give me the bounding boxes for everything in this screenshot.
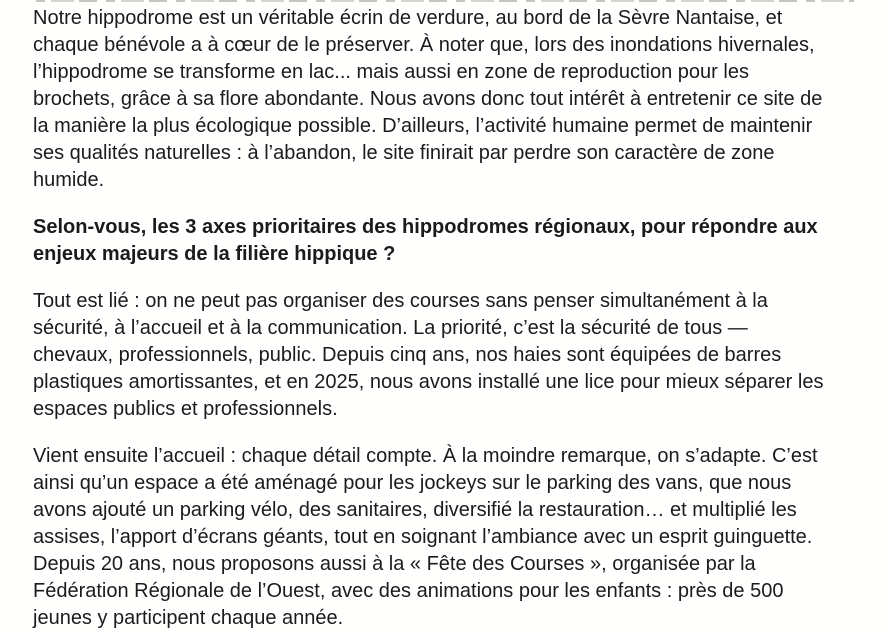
text-line: brochets, grâce à sa flore abondante. Nous avons donc tout intérêt à entretenir ce site de	[33, 88, 823, 110]
text-line: plastiques amortissantes, et en 2025, nous avons installé une lice pour mieux séparer les	[33, 371, 824, 393]
text-line: espaces publics et professionnels.	[33, 398, 338, 420]
paragraph-hippodrome-nature	[33, 5, 864, 194]
text-line: Fédération Régionale de l’Ouest, avec des animations pour les enfants : près de 500	[33, 580, 784, 602]
text-line: l’hippodrome se transforme en lac... mais aussi en zone de reproduction pour les	[33, 61, 749, 83]
text-line: jeunes y participent chaque année.	[33, 607, 344, 629]
paragraph-accueil	[33, 443, 864, 632]
text-line: humide.	[33, 169, 105, 191]
text-line: avons ajouté un parking vélo, des sanitaires, diversifié la restauration… et multiplié les	[33, 499, 797, 521]
text-line: ses qualités naturelles : à l’abandon, le site finirait par perdre son caractère de zone	[33, 142, 775, 164]
text-line: assises, l’apport d’écrans géants, tout en soignant l’ambiance avec un esprit guinguette.	[33, 526, 813, 548]
question-heading	[33, 214, 864, 268]
text-line: Selon-vous, les 3 axes prioritaires des hippodromes régionaux, pour répondre aux	[33, 216, 818, 238]
text-line: enjeux majeurs de la filière hippique ?	[33, 243, 396, 265]
clipped-text-artifact	[36, 0, 854, 2]
paragraph-securite	[33, 288, 864, 423]
text-line: la manière la plus écologique possible. D’ailleurs, l’activité humaine permet de maintenir	[33, 115, 813, 137]
text-line: Vient ensuite l’accueil : chaque détail compte. À la moindre remarque, on s’adapte. C’est	[33, 445, 818, 467]
text-line: Notre hippodrome est un véritable écrin de verdure, au bord de la Sèvre Nantaise, et	[33, 7, 783, 29]
text-line: sécurité, à l’accueil et à la communication. La priorité, c’est la sécurité de tous —	[33, 317, 748, 339]
text-line: chaque bénévole a à cœur de le préserver. À noter que, lors des inondations hivernales,	[33, 34, 815, 56]
text-line: Tout est lié : on ne peut pas organiser des courses sans penser simultanément à la	[33, 290, 768, 312]
text-line: chevaux, professionnels, public. Depuis cinq ans, nos haies sont équipées de barres	[33, 344, 782, 366]
text-line: Depuis 20 ans, nous proposons aussi à la « Fête des Courses », organisée par la	[33, 553, 756, 575]
text-line: ainsi qu’un espace a été aménagé pour les jockeys sur le parking des vans, que nous	[33, 472, 792, 494]
